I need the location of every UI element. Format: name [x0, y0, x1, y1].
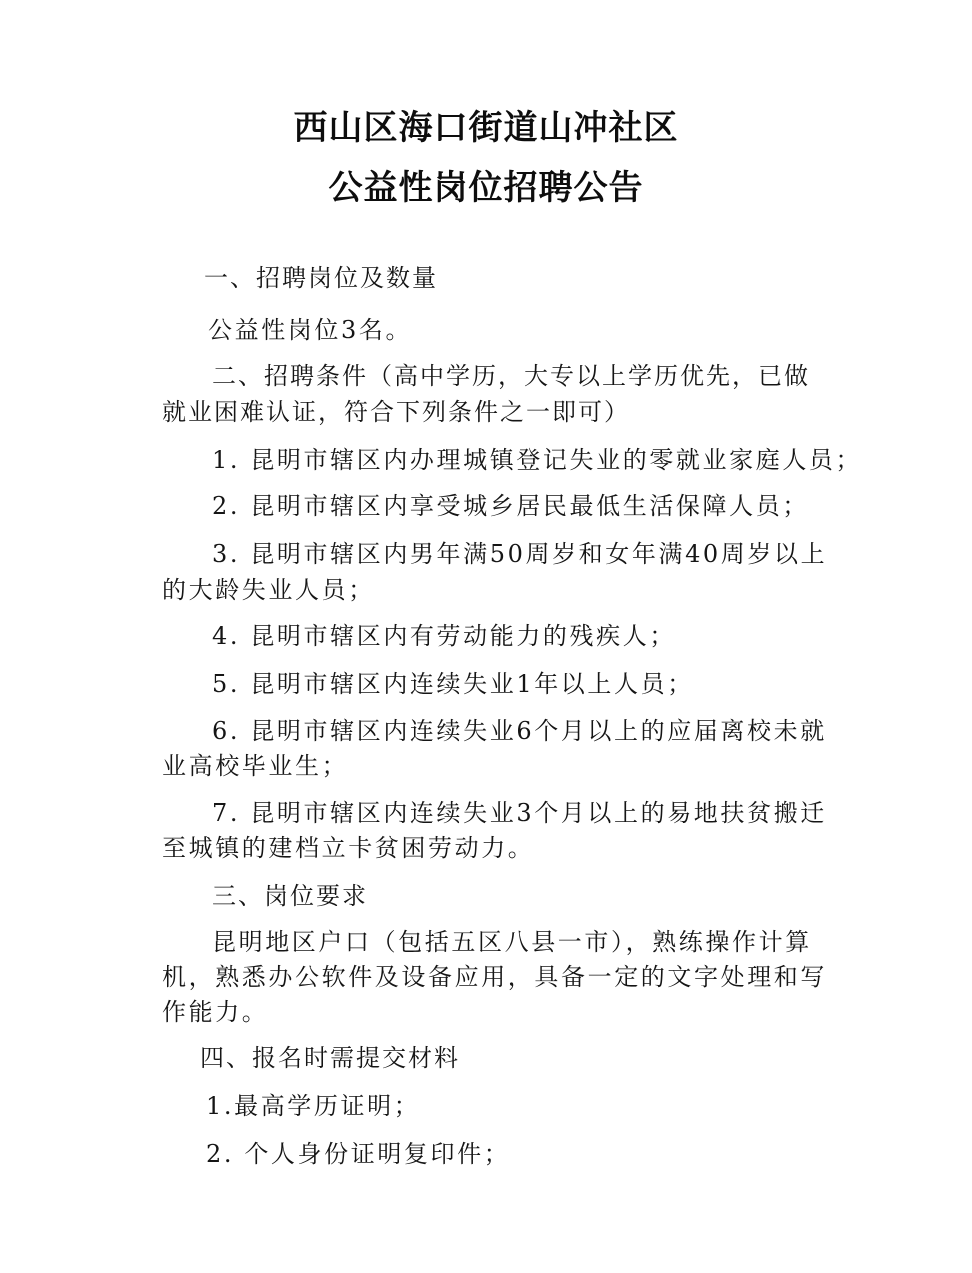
section-1-text: 公益性岗位3名。 — [208, 316, 413, 344]
document-title-line-2: 公益性岗位招聘公告 — [328, 168, 644, 208]
document-title-line-1: 西山区海口街道山冲社区 — [293, 108, 679, 148]
section-1-heading: 一、招聘岗位及数量 — [204, 264, 438, 292]
section-2-heading-line-2: 就业困难认证，符合下列条件之一即可） — [162, 398, 630, 426]
section-2-item-3-line-1: 3. 昆明市辖区内男年满50周岁和女年满40周岁以上 — [212, 540, 828, 568]
section-2-item-7-line-2: 至城镇的建档立卡贫困劳动力。 — [162, 834, 535, 862]
section-2-item-6-line-1: 6. 昆明市辖区内连续失业6个月以上的应届离校未就 — [212, 717, 827, 745]
section-3-text-line-1: 昆明地区户口（包括五区八县一市），熟练操作计算 — [212, 928, 812, 956]
section-3-heading: 三、岗位要求 — [212, 882, 368, 910]
section-2-item-3-line-2: 的大龄失业人员； — [162, 576, 375, 604]
section-2-heading-line-1: 二、招聘条件（高中学历，大专以上学历优先，已做 — [212, 362, 810, 390]
section-3-text-line-2: 机，熟悉办公软件及设备应用，具备一定的文字处理和写 — [162, 963, 827, 991]
section-4-heading: 四、报名时需提交材料 — [200, 1044, 460, 1072]
section-2-item-7-line-1: 7. 昆明市辖区内连续失业3个月以上的易地扶贫搬迁 — [212, 799, 827, 827]
section-4-item-2: 2. 个人身份证明复印件； — [206, 1140, 511, 1168]
section-2-item-2: 2. 昆明市辖区内享受城乡居民最低生活保障人员； — [212, 492, 809, 520]
section-2-item-4: 4. 昆明市辖区内有劳动能力的残疾人； — [212, 622, 676, 650]
section-2-item-1: 1. 昆明市辖区内办理城镇登记失业的零就业家庭人员； — [212, 446, 863, 474]
section-4-item-1: 1.最高学历证明； — [206, 1092, 421, 1120]
section-3-text-line-3: 作能力。 — [162, 998, 269, 1026]
section-2-item-6-line-2: 业高校毕业生； — [162, 752, 349, 780]
section-2-item-5: 5. 昆明市辖区内连续失业1年以上人员； — [212, 670, 694, 698]
